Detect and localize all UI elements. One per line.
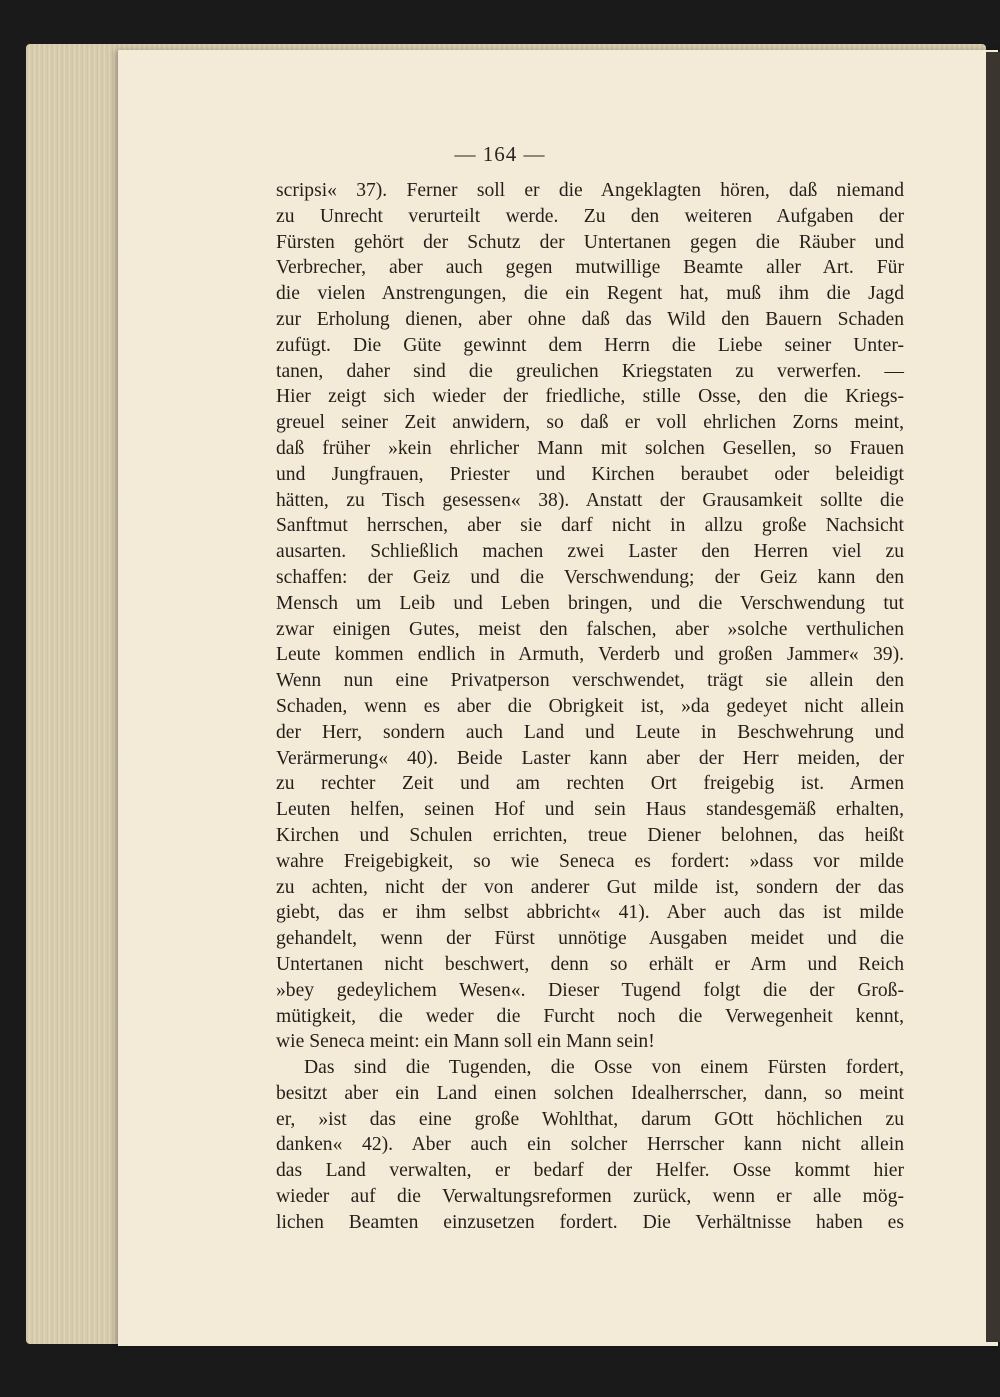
text-line: Hier zeigt sich wieder der friedliche, stille Osse, den die Kriegs- [276, 386, 904, 408]
text-line: Sanftmut herrschen, aber sie darf nicht in allzu große Nachsicht [276, 515, 904, 537]
text-line: tanen, daher sind die greulichen Kriegstaten zu verwerfen. — [276, 360, 904, 382]
text-line: schaffen: der Geiz und die Verschwendung; der Geiz kann den [276, 566, 904, 588]
text-line: er, »ist das eine große Wohlthat, darum GOtt höchlichen zu [276, 1108, 904, 1130]
text-line: Schaden, wenn es aber die Obrigkeit ist, »da gedeyet nicht allein [276, 695, 904, 717]
text-line: giebt, das er ihm selbst abbricht« 41). Aber auch das ist milde [276, 902, 904, 924]
page-number: — 164 — [454, 142, 546, 166]
text-line: scripsi« 37). Ferner soll er die Angeklagten hören, daß niemand [276, 180, 904, 201]
text-line: daß früher »kein ehrlicher Mann mit solchen Gesellen, so Frauen [276, 437, 904, 459]
text-line: zufügt. Die Güte gewinnt dem Herrn die Liebe seiner Unter- [276, 334, 904, 356]
text-line: das Land verwalten, er bedarf der Helfer. Osse kommt hier [276, 1160, 904, 1182]
text-line: wie Seneca meint: ein Mann soll ein Mann sein! [276, 1031, 655, 1053]
text-line: der Herr, sondern auch Land und Leute in Beschwehrung und [276, 721, 904, 743]
text-line: Leute kommen endlich in Armuth, Verderb und großen Jammer« 39). [276, 644, 904, 666]
text-line: ausarten. Schließlich machen zwei Laster den Herren viel zu [276, 541, 904, 563]
text-line: wieder auf die Verwaltungsreformen zurück, wenn er alle mög- [276, 1186, 904, 1208]
text-line: »bey gedeylichem Wesen«. Dieser Tugend folgt die der Groß- [276, 979, 904, 1001]
text-line: Mensch um Leib und Leben bringen, und die Verschwendung tut [276, 592, 904, 614]
text-line: Leuten helfen, seinen Hof und sein Haus standesgemäß erhalten, [276, 799, 904, 821]
text-line: lichen Beamten einzusetzen fordert. Die Verhältnisse haben es [276, 1211, 904, 1233]
text-line: die vielen Anstrengungen, die ein Regent hat, muß ihm die Jagd [276, 283, 904, 305]
text-line: besitzt aber ein Land einen solchen Idealherrscher, dann, so meint [276, 1082, 904, 1104]
text-line: Verbrecher, aber auch gegen mutwillige Beamte aller Art. Für [276, 257, 904, 279]
text-line: zu achten, nicht der von anderer Gut milde ist, sondern der das [276, 876, 904, 898]
text-line: mütigkeit, die weder die Furcht noch die Verwegenheit kennt, [276, 1005, 904, 1027]
text-line: zur Erholung dienen, aber ohne daß das Wild den Bauern Schaden [276, 308, 904, 330]
text-line: Verärmerung« 40). Beide Laster kann aber der Herr meiden, der [276, 747, 904, 769]
text-line: zu rechter Zeit und am rechten Ort freigebig ist. Armen [276, 773, 904, 795]
text-line: zu Unrecht verurteilt werde. Zu den weiteren Aufgaben der [276, 205, 904, 227]
text-line: Fürsten gehört der Schutz der Untertanen gegen die Räuber und [276, 231, 904, 253]
text-line: Wenn nun eine Privatperson verschwendet, trägt sie allein den [276, 670, 904, 692]
body-text [276, 178, 904, 1236]
text-line: danken« 42). Aber auch ein solcher Herrscher kann nicht allein [276, 1134, 904, 1156]
text-line: wahre Freigebigkeit, so wie Seneca es fordert: »dass vor milde [276, 850, 904, 872]
text-line: und Jungfrauen, Priester und Kirchen beraubet oder beleidigt [276, 463, 904, 485]
text-line: Kirchen und Schulen errichten, treue Diener belohnen, das heißt [276, 824, 904, 846]
text-line: Untertanen nicht beschwert, denn so erhält er Arm und Reich [276, 953, 904, 975]
text-line: zwar einigen Gutes, meist den falschen, aber »solche verthulichen [276, 618, 904, 640]
facing-page-edge [986, 52, 1000, 1342]
text-line: Das sind die Tugenden, die Osse von einem Fürsten fordert, [304, 1057, 904, 1079]
text-line: hätten, zu Tisch gesessen« 38). Anstatt der Grausamkeit sollte die [276, 489, 904, 511]
text-line: gehandelt, wenn der Fürst unnötige Ausgaben meidet und die [276, 928, 904, 950]
text-line: greuel seiner Zeit anwidern, so daß er voll ehrlichen Zorns meint, [276, 412, 904, 434]
